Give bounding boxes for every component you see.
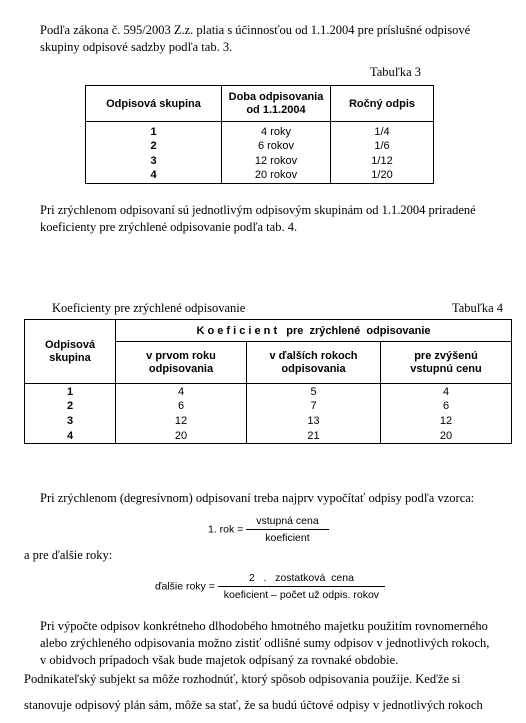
table3-caption: Tabuľka 3 — [370, 65, 422, 79]
formula2-denominator: koeficient – počet už odpis. rokov — [223, 589, 380, 601]
table4-cell: 12 — [381, 414, 512, 429]
para3-line-3: v obidvoch prípadoch však bude majetok odpísaný za rovnaké obdobie. — [40, 653, 399, 667]
formula1-fraction — [246, 515, 328, 544]
table3-cell: 20 rokov — [222, 168, 331, 183]
table4-cell: 4 — [25, 429, 116, 444]
table3-cell: 4 roky — [222, 122, 331, 139]
table4-cell: 21 — [247, 429, 381, 444]
table4-cell: 20 — [381, 429, 512, 444]
formula1-numerator: vstupná cena — [246, 515, 328, 530]
table4-header-first-year — [116, 342, 247, 384]
table4-header-group-line1: Odpisová — [44, 338, 96, 351]
table4-cell: 3 — [25, 414, 116, 429]
table4-header-increased — [381, 342, 512, 384]
table-row — [25, 384, 512, 399]
table3-header-doba — [222, 86, 331, 122]
table-row — [86, 168, 434, 183]
intro-line-1: Podľa zákona č. 595/2003 Z.z. platia s účinnosťou od 1.1.2004 pre príslušné odpisové — [40, 23, 471, 37]
table4-header-increased-line2: vstupnú cenu — [410, 362, 482, 375]
paragraph-4-line-2: stanovuje odpisový plán sám, môže sa stať, že sa budú účtové odpisy v jednotlivých rokoch — [24, 698, 483, 712]
table4-header-group-line2: skupina — [49, 351, 91, 364]
table3-cell: 6 rokov — [222, 138, 331, 153]
table4 — [24, 319, 512, 444]
table3-header-doba-line2: od 1.1.2004 — [246, 103, 306, 116]
table4-title: Koeficienty pre zrýchlené odpisovanie — [52, 301, 246, 315]
table3-cell: 12 rokov — [222, 153, 331, 168]
table4-cell: 7 — [247, 399, 381, 414]
table3-cell: 1/20 — [331, 168, 434, 183]
table3-cell: 1/6 — [331, 138, 434, 153]
table4-cell: 4 — [116, 384, 247, 399]
table3 — [85, 85, 434, 184]
para2-line-1: Pri zrýchlenom odpisovaní sú jednotlivým odpisovým skupinám od 1.1.2004 priradené — [40, 203, 476, 217]
formula1-denominator: koeficient — [265, 532, 310, 544]
formula-next-years — [155, 572, 385, 601]
table4-header-increased-line1: pre zvýšenú — [414, 349, 478, 362]
table4-header-next-years-line1: v ďalších rokoch — [269, 349, 358, 362]
table3-header-rocny: Ročný odpis — [331, 86, 434, 122]
formula-intro: Pri zrýchlenom (degresívnom) odpisovaní treba najprv vypočítať odpisy podľa vzorca: — [40, 491, 475, 505]
table-row — [86, 153, 434, 168]
para2-line-2: koeficienty pre zrýchlené odpisovanie podľa tab. 4. — [40, 220, 298, 234]
para3-line-2: alebo zrýchleného odpisovania možno zistiť odlišné sumy odpisov v jednotlivých rokoch, — [40, 636, 490, 650]
table3-header-group: Odpisová skupina — [86, 86, 222, 122]
table3-cell: 1/12 — [331, 153, 434, 168]
table4-cell: 12 — [116, 414, 247, 429]
intro-line-2: skupiny odpisové sadzby podľa tab. 3. — [40, 40, 233, 54]
table-row — [86, 138, 434, 153]
table4-header-next-years — [247, 342, 381, 384]
intro-paragraph — [40, 22, 510, 56]
table4-cell: 2 — [25, 399, 116, 414]
table4-caption: Tabuľka 4 — [452, 301, 504, 315]
paragraph-2 — [40, 202, 515, 236]
table4-cell: 13 — [247, 414, 381, 429]
table3-header-row — [86, 86, 434, 122]
table3-cell: 1/4 — [331, 122, 434, 139]
formula2-fraction — [218, 572, 385, 601]
table4-header-koeficient: K o e f i c i e n t pre zrýchlené odpisovanie — [116, 320, 512, 342]
formula2-numerator: 2 . zostatková cena — [218, 572, 385, 587]
table4-cell: 1 — [25, 384, 116, 399]
table4-cell: 6 — [116, 399, 247, 414]
table-row — [25, 414, 512, 429]
table4-header-group — [25, 320, 116, 384]
table3-cell: 1 — [86, 122, 222, 139]
table4-cell: 4 — [381, 384, 512, 399]
paragraph-3 — [40, 618, 520, 669]
table4-cell: 5 — [247, 384, 381, 399]
table4-header-first-year-line1: v prvom roku — [146, 349, 216, 362]
table3-cell: 3 — [86, 153, 222, 168]
table-row — [25, 399, 512, 414]
next-years-label: a pre ďalšie roky: — [24, 548, 113, 562]
table-row — [86, 122, 434, 139]
table-row — [25, 429, 512, 444]
formula2-lhs: ďalšie roky = — [155, 580, 215, 593]
table4-cell: 6 — [381, 399, 512, 414]
table4-header-row-1 — [25, 320, 512, 342]
formula-first-year — [208, 515, 329, 544]
paragraph-4-line-1: Podnikateľský subjekt sa môže rozhodnúť, ktorý spôsob odpisovania použije. Keďže si — [24, 672, 461, 686]
table4-header-next-years-line2: odpisovania — [281, 362, 346, 375]
table4-header-first-year-line2: odpisovania — [148, 362, 214, 375]
formula1-lhs: 1. rok = — [208, 523, 244, 536]
table3-header-doba-line1: Doba odpisovania — [228, 90, 324, 103]
para3-line-1: Pri výpočte odpisov konkrétneho dlhodobého hmotného majetku použitím rovnomerného — [40, 619, 488, 633]
table4-cell: 20 — [116, 429, 247, 444]
table3-cell: 4 — [86, 168, 222, 183]
table3-cell: 2 — [86, 138, 222, 153]
